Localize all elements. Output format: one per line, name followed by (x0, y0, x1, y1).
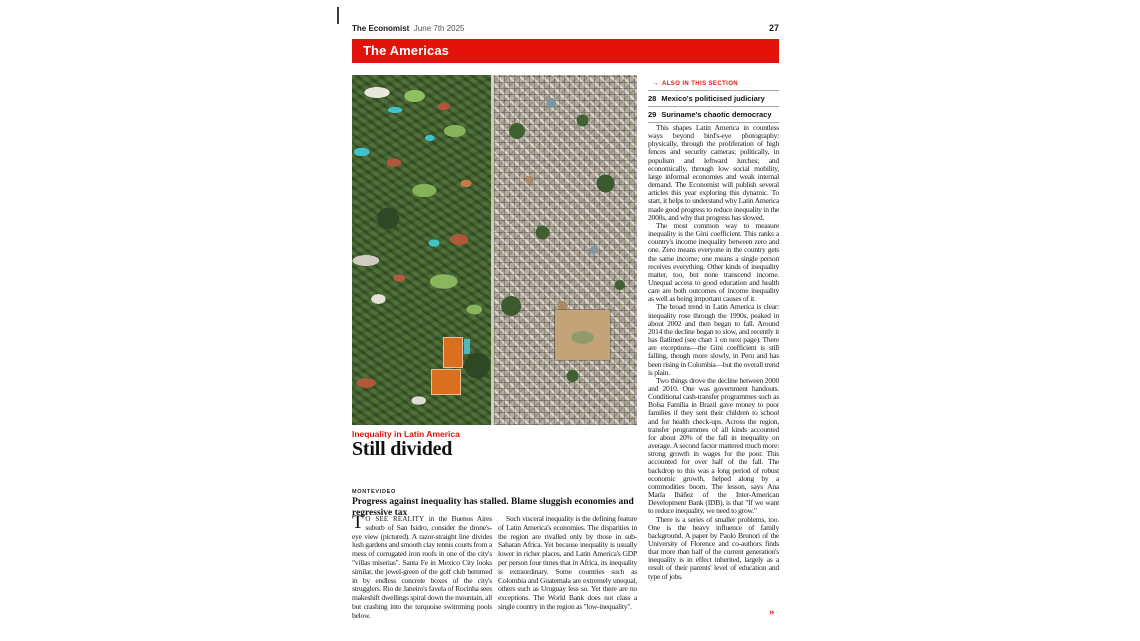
also-in-this-section-label: ALSO IN THIS SECTION (662, 80, 739, 87)
article-continuation-column (648, 124, 779, 631)
article-dateline: MONTEVIDEO (352, 489, 396, 495)
paragraph: Two things drove the decline between 2000 and 2010. One was government handouts. Conditional cash-transfer programmes such as Bolsa Família in Brazil gave money to poor families if they sent their children to school and for health check-ups. Across the region, transfer programmes of all kinds accounted for about 20% of the fall in inequality on average. A second factor mattered much more: strong growth in wages for the poor. This accounted for over half of the fall. The backdrop to this was a long period of robust economic growth, helped along by a commodities boom. The lesson, says Ana María Ibáñez of the Inter-American Development Bank (IDB), is that "If we want to reduce inequality, we need to grow." (648, 375, 779, 516)
article-standfirst: Progress against inequality has stalled. Blame sluggish economies and regressive tax (352, 497, 634, 518)
article-headline: Still divided (352, 438, 453, 460)
section-banner-title: The Americas (363, 43, 449, 58)
running-header-left (352, 18, 465, 36)
photo-wealthy-suburb-half (352, 75, 491, 425)
lead-paragraph-text: in the Buenos Aires suburb of San Isidro, consider the drone's-eye view (pictured). A razor-straight line divides lush gardens and smooth clay tennis courts from a mess of corrugated iron roofs in one of the city's "villas miserias". Santa Fe in Mexico City looks similar, the jewel-green of the golf club hemmed in by endless concrete boxes of the city's strugglers. Rio de Janeiro's favela of Rocinha sees makeshift dwellings spiral down the mountain, all but crashing into the turquoise swimming pools below. (352, 515, 492, 620)
list-item (648, 106, 779, 123)
paragraph: Such visceral inequality is the defining feature of Latin America's economies. The disparities in the region are rivalled only by those in sub-Saharan Africa. Yet because inequality is usually lower in richer places, and Latin America's GDP per person four times that in Africa, its inequality is extraordinary. Some countries such as Colombia and Guatemala are extremely unequal, others such as Uruguay less so. Yet there are no exceptions. The World Bank does not class a single country in the region as "low-inequality". (498, 515, 637, 611)
also-in-this-section (648, 78, 779, 123)
page-number: 27 (768, 23, 779, 33)
item-title: Suriname's chaotic democracy (661, 110, 772, 119)
masthead: The Economist (352, 24, 410, 33)
photo-swimming-pool (464, 339, 470, 354)
aerial-photo (352, 75, 637, 425)
paragraph: There is a series of smaller problems, too. One is the heavy influence of family background. A paper by Paolo Brunori of the University of Florence and co-authors finds that more than half of the current generation's inequality is in effect inherited, largely as a result of their parents' level of education and type of jobs. (648, 514, 779, 581)
also-in-this-section-header (648, 78, 779, 90)
photo-tennis-court (443, 337, 463, 368)
issue-date: June 7th 2025 (413, 24, 465, 33)
photo-favela-half (494, 75, 637, 425)
photo-dirt-field (555, 310, 610, 360)
item-page-number: 29 (648, 110, 657, 119)
list-item (648, 90, 779, 106)
article-body-column-1 (352, 515, 492, 639)
paragraph: This shapes Latin America in countless ways beyond bird's-eye photography: physically, through the proliferation of high fences and security cameras; politically, in populism and leftward lurches; and economically, through low social mobility, large informal economies and weak internal demand. The Economist will publish several articles this year exploring this dynamic. To start, it helps to understand why Latin America made good progress to reduce inequality in the 2000s, and why that progress has slowed. (648, 124, 779, 222)
section-banner (352, 39, 779, 63)
article-kicker: Inequality in Latin America (352, 429, 460, 439)
article-body-column-2 (498, 515, 637, 639)
running-header (352, 18, 779, 36)
drop-cap: T (352, 515, 364, 533)
item-page-number: 28 (648, 94, 657, 103)
continued-next-page-icon: » (769, 606, 775, 618)
section-arrow-icon: → (652, 80, 659, 87)
photo-tennis-court (431, 369, 461, 395)
item-title: Mexico's politicised judiciary (661, 94, 765, 103)
paragraph: The broad trend in Latin America is clear: inequality rose through the 1990s, peaked in about 2002 and then began to fall. Around 2014 the decline began to slow, and recently it has flatlined (see chart 1 on next page). There are exceptions—the Gini coefficient is still falling, though more slowly, in Peru and has been rising in Colombia—but the overall trend is plain. (648, 302, 779, 377)
paragraph: The most common way to measure inequality is the Gini coefficient. This ranks a country's income inequality between zero and one. Zero means everyone in the country gets the same income; one means a single person receives everything. Other kinds of inequality matter, too, but none transcend income. Unequal access to good education and health care are both outcomes of income inequality as well as being important causes of it. (648, 220, 779, 304)
lead-paragraph (352, 515, 492, 621)
lead-small-caps: O SEE REALITY (365, 515, 425, 523)
page-edge-mark (337, 7, 339, 24)
